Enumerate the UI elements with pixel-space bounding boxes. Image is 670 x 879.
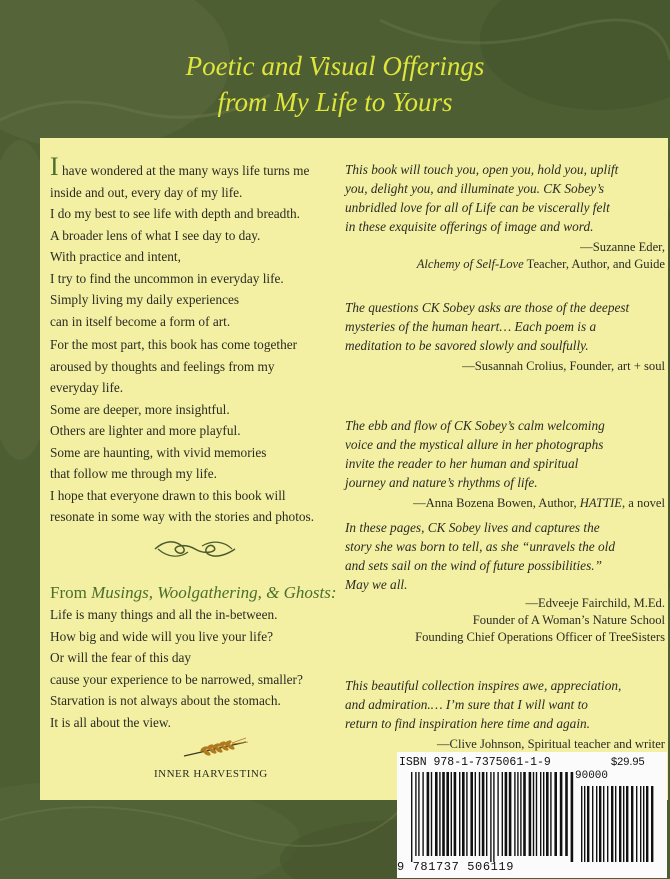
blurb [345, 416, 665, 512]
excerpt-heading: From Musings, Woolgathering, & Ghosts: [50, 583, 337, 602]
publisher-name: INNER HARVESTING [154, 768, 268, 780]
excerpt-source-title: Musings, Woolgathering, & Ghosts: [91, 583, 337, 602]
blurb-attribution: —Edveeje Fairchild, M.Ed. Founder of A Woman’s Nature School Founding Chief Operations Officer of TreeSisters [415, 596, 665, 644]
drop-cap: I [50, 152, 59, 181]
price-label: $29.95 [611, 756, 645, 768]
headline [0, 48, 670, 120]
blurb-text: This beautiful collection inspires awe, appreciation, and admiration.… I’m sure that I will want to return to find inspiration here time and again. [345, 678, 622, 731]
blurb [345, 160, 665, 273]
barcode-digits: 9 781737 506119 [397, 860, 515, 874]
blurb [345, 676, 665, 753]
blurb-text: The ebb and flow of CK Sobey’s calm welcoming voice and the mystical allure in her photographs invite the reader to her human and spiritual journey and nature’s rhythms of life. [345, 418, 605, 490]
barcode-bars [403, 772, 659, 864]
blurb-attribution: —Anna Bozena Bowen, Author, HATTIE, a novel [413, 496, 665, 510]
blurb-attribution: —Suzanne Eder, Alchemy of Self-Love Teacher, Author, and Guide [416, 240, 665, 271]
blurb-text: In these pages, CK Sobey lives and captures the story she was born to tell, as she “unravels the old and sets sail on the wind of future possibilities.” May we all. [345, 520, 615, 592]
excerpt-poem: Life is many things and all the in-between. How big and wide will you live your life? Or will the fear of this day cause your experience to be narrowed, smaller? Starvation is not always about the stomach. It is all about the view. [50, 607, 303, 730]
blurb-text: This book will touch you, open you, hold you, uplift you, delight you, and illuminate you. CK Sobey’s unbridled love for all of Life can be viscerally felt in these exquisite offerings of image and word. [345, 162, 619, 234]
flourish-icon [150, 538, 240, 560]
headline-line-1: Poetic and Visual Offerings [185, 51, 485, 81]
text-panel [40, 138, 668, 800]
barcode-block [397, 752, 667, 878]
blurb [345, 298, 665, 375]
blurb-attribution: —Susannah Crolius, Founder, art + soul [462, 359, 665, 373]
wheat-icon [180, 736, 252, 762]
blurb-attribution: —Clive Johnson, Spiritual teacher and writer [436, 737, 665, 751]
intro-paragraph-2: For the most part, this book has come together aroused by thoughts and feelings from my everyday life. Some are deeper, more insightful. Others are lighter and more playful. Some are haunting, with vivid memories that follow me through my life. I hope that everyone drawn to this book will resonate in some way with the stories and photos. [50, 337, 315, 524]
isbn-label: ISBN 978-1-7375061-1-9 [399, 756, 551, 769]
intro-paragraph-1: I have wondered at the many ways life turns me inside and out, every day of my life. I do my best to see life with depth and breadth. A broader lens of what I see day to day. With practice and intent, I try to find the uncommon in everyday life. Simply living my daily experiences can in itself become a form of art. [50, 152, 310, 329]
headline-line-2: from My Life to Yours [217, 87, 453, 117]
blurb-text: The questions CK Sobey asks are those of the deepest mysteries of the human heart… Each poem is a meditation to be savored slowly and soulfully. [345, 300, 630, 353]
blurb [345, 518, 665, 646]
price-code: 90000 [575, 770, 609, 782]
